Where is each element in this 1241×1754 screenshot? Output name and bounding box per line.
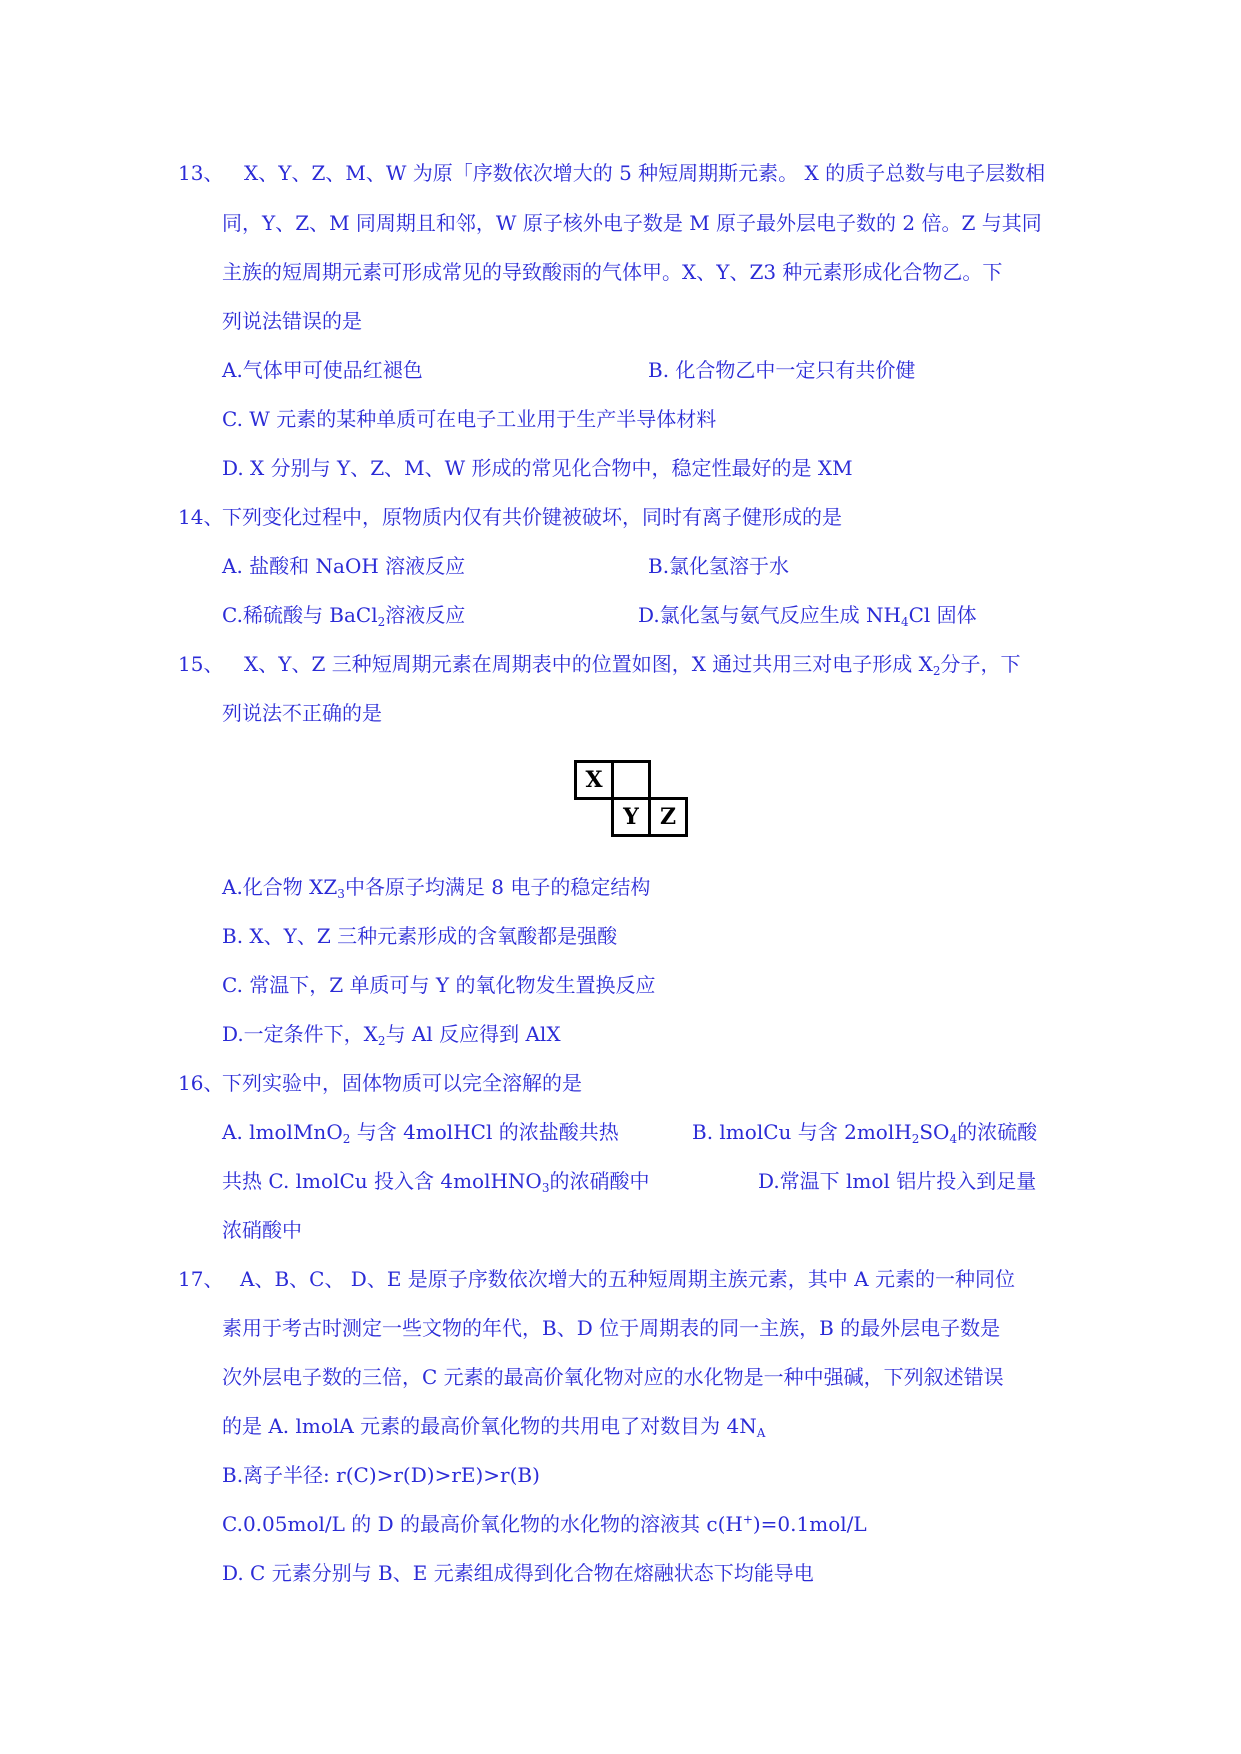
option-c-text: )=0.1mol/L	[752, 1512, 867, 1536]
subscript: 2	[342, 1132, 351, 1146]
subscript: A	[756, 1426, 766, 1440]
question-number: 17、	[178, 1267, 224, 1291]
option-d-text: D.一定条件下，X	[222, 1022, 378, 1046]
option-a-text: 中各原子均满足 8 电子的稳定结构	[344, 875, 651, 899]
option-d-text: 与 Al 反应得到 AlX	[385, 1022, 561, 1046]
subscript: 2	[911, 1132, 920, 1146]
option-d: D. X 分别与 Y、Z、M、W 形成的常见化合物中，稳定性最好的是 XM	[222, 456, 853, 480]
option-b: B. X、Y、Z 三种元素形成的含氧酸都是强酸	[222, 924, 618, 948]
option-a: A. 盐酸和 NaOH 溶液反应	[222, 554, 466, 578]
question-number: 13、	[178, 161, 224, 185]
option-a	[222, 1412, 765, 1440]
subscript: 2	[932, 664, 941, 678]
question-text: 列说法不正确的是	[222, 701, 382, 725]
option-c	[222, 601, 465, 629]
question-text: 下列变化过程中，原物质内仅有共价键被破坏，同时有离子健形成的是	[222, 505, 842, 529]
question-text-part: 分子，下	[940, 652, 1021, 676]
option-b: B. 化合物乙中一定只有共价健	[648, 358, 916, 382]
question-text: X、Y、Z、M、W 为原「序数依次增大的 5 种短周期斯元素。 X 的质子总数与电子层数相	[244, 161, 1046, 185]
option-c	[222, 1167, 649, 1195]
option-d: D. C 元素分别与 B、E 元素组成得到化合物在熔融状态下均能导电	[222, 1561, 814, 1585]
option-a: A.气体甲可使品红褪色	[222, 358, 423, 382]
option-c-text: C.0.05mol/L 的 D 的最高价氧化物的水化物的溶液其 c(H	[222, 1512, 743, 1536]
question-number: 14、	[178, 505, 224, 529]
option-c: C. W 元素的某种单质可在电子工业用于生产半导体材料	[222, 407, 717, 431]
subscript: 2	[377, 1034, 386, 1048]
option-d-text: Cl 固体	[908, 603, 977, 627]
question-number: 15、	[178, 652, 224, 676]
option-a	[222, 873, 650, 901]
option-b: B.离子半径: r(C)>r(D)>rE)>r(B)	[222, 1463, 540, 1487]
question-text: 次外层电子数的三倍，C 元素的最高价氧化物对应的水化物是一种中强碱，下列叙述错误	[222, 1365, 1004, 1389]
option-d	[638, 601, 977, 629]
option-c-text: 共热 C. lmolCu 投入含 4molHNO	[222, 1169, 542, 1193]
option-d: D.常温下 lmol 铝片投入到足量	[758, 1169, 1037, 1193]
subscript: 4	[949, 1132, 958, 1146]
option-b	[692, 1118, 1037, 1146]
option-c	[222, 1510, 867, 1538]
subscript: 4	[900, 615, 909, 629]
option-a-text: A.化合物 XZ	[222, 875, 338, 899]
subscript: 3	[541, 1181, 550, 1195]
question-text: 素用于考古时测定一些文物的年代，B、D 位于周期表的同一主族，B 的最外层电子数是	[222, 1316, 1001, 1340]
option-c: C. 常温下，Z 单质可与 Y 的氧化物发生置换反应	[222, 973, 656, 997]
cell-z: Z	[648, 797, 688, 837]
question-text: 列说法错误的是	[222, 309, 362, 333]
option-c-text: 的浓硝酸中	[549, 1169, 650, 1193]
question-text: 主族的短周期元素可形成常见的导致酸雨的气体甲。X、Y、Z3 种元素形成化合物乙。下	[222, 260, 1003, 284]
option-d-text: D.氯化氢与氨气反应生成 NH	[638, 603, 901, 627]
question-text: A、B、C、 D、E 是原子序数依次增大的五种短周期主族元素，其中 A 元素的一种同位	[240, 1267, 1015, 1291]
question-text: 下列实验中，固体物质可以完全溶解的是	[222, 1071, 582, 1095]
question-text	[244, 650, 1021, 678]
option-a-text: A. lmolMnO	[222, 1120, 343, 1144]
option-a-text: 与含 4molHCl 的浓盐酸共热	[350, 1120, 619, 1144]
question-number: 16、	[178, 1071, 224, 1095]
option-b: B.氯化氢溶于水	[648, 554, 790, 578]
option-b-text: SO	[919, 1120, 950, 1144]
option-b-text: 的浓硫酸	[957, 1120, 1038, 1144]
option-a	[222, 1118, 619, 1146]
option-c-text: 溶液反应	[385, 603, 466, 627]
option-b-text: B. lmolCu 与含 2molH	[692, 1120, 912, 1144]
option-a-text: 的是 A. lmolA 元素的最高价氧化物的共用电了对数目为 4N	[222, 1414, 757, 1438]
cell-empty	[611, 760, 651, 800]
option-c-text: C.稀硫酸与 BaCl	[222, 603, 378, 627]
option-d	[222, 1020, 561, 1048]
periodic-table-figure	[574, 760, 704, 846]
cell-x: X	[574, 760, 614, 800]
subscript: 3	[337, 887, 345, 901]
superscript: +	[742, 1512, 753, 1527]
question-text-part: X、Y、Z 三种短周期元素在周期表中的位置如图，X 通过共用三对电子形成 X	[244, 652, 933, 676]
cell-y: Y	[611, 797, 651, 837]
option-d-continued: 浓硝酸中	[222, 1218, 302, 1242]
question-text: 同，Y、Z、M 同周期且和邻，W 原子核外电子数是 M 原子最外层电子数的 2 倍。Z 与其同	[222, 211, 1042, 235]
subscript: 2	[377, 615, 386, 629]
